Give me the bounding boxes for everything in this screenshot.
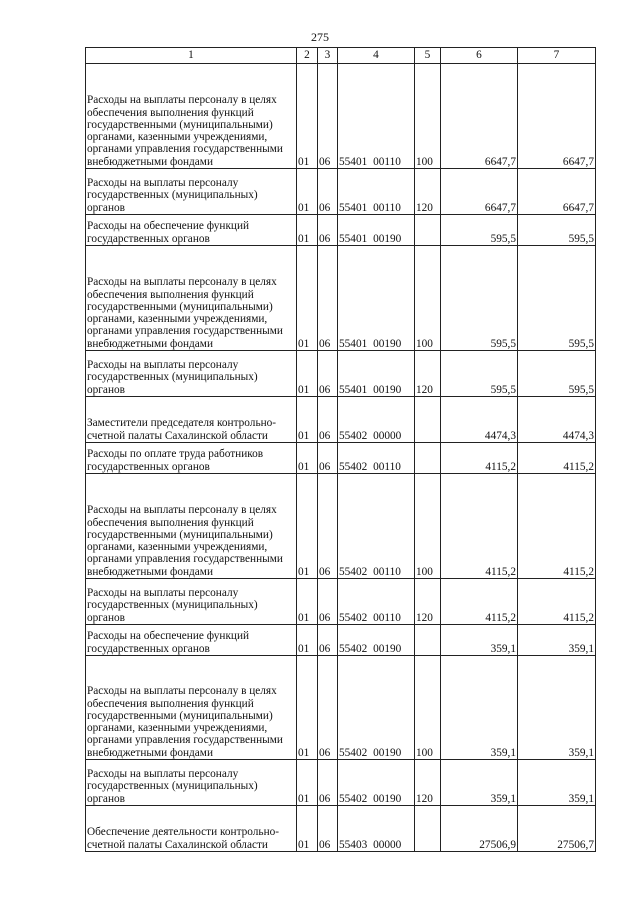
row-section: 01 — [297, 397, 318, 443]
row-amount-6: 359,1 — [441, 625, 518, 656]
row-target-article: 55402 00110 — [338, 579, 415, 625]
row-subsection: 06 — [318, 351, 338, 397]
row-section: 01 — [297, 760, 318, 806]
row-expense-type — [415, 443, 441, 474]
row-target-article: 55401 00190 — [338, 246, 415, 351]
row-amount-7: 595,5 — [518, 246, 596, 351]
row-subsection: 06 — [318, 169, 338, 215]
header-cell-2: 2 — [297, 48, 318, 64]
row-target-article: 55402 00190 — [338, 656, 415, 760]
table-row — [86, 443, 596, 474]
header-cell-7: 7 — [518, 48, 596, 64]
row-section: 01 — [297, 169, 318, 215]
row-subsection: 06 — [318, 443, 338, 474]
row-subsection: 06 — [318, 474, 338, 579]
row-target-article: 55401 00190 — [338, 351, 415, 397]
row-section: 01 — [297, 246, 318, 351]
row-amount-6: 359,1 — [441, 656, 518, 760]
row-expense-type: 120 — [415, 169, 441, 215]
header-cell-6: 6 — [441, 48, 518, 64]
row-amount-7: 359,1 — [518, 656, 596, 760]
row-name: Расходы на выплаты персоналу в целях обеспечения выполнения функций государственными (муниципальными) органами, казенными учреждениями, органами управления государственными внебюджетными фондами — [86, 656, 297, 760]
row-amount-7: 359,1 — [518, 760, 596, 806]
row-subsection: 06 — [318, 215, 338, 246]
row-name: Расходы на выплаты персоналу в целях обеспечения выполнения функций государственными (муниципальными) органами, казенными учреждениями, органами управления государственными внебюджетными фондами — [86, 246, 297, 351]
row-name: Расходы на обеспечение функций государственных органов — [86, 625, 297, 656]
row-expense-type: 100 — [415, 246, 441, 351]
header-cell-4: 4 — [338, 48, 415, 64]
row-subsection: 06 — [318, 579, 338, 625]
row-amount-7: 4115,2 — [518, 443, 596, 474]
table-row — [86, 169, 596, 215]
row-section: 01 — [297, 443, 318, 474]
row-target-article: 55403 00000 — [338, 806, 415, 852]
row-name: Расходы на обеспечение функций государственных органов — [86, 215, 297, 246]
row-amount-7: 6647,7 — [518, 64, 596, 169]
row-name: Расходы на выплаты персоналу государственных (муниципальных) органов — [86, 579, 297, 625]
row-target-article: 55402 00000 — [338, 397, 415, 443]
row-amount-6: 359,1 — [441, 760, 518, 806]
row-section: 01 — [297, 351, 318, 397]
table-row — [86, 579, 596, 625]
row-expense-type: 120 — [415, 760, 441, 806]
row-subsection: 06 — [318, 246, 338, 351]
row-target-article: 55402 00190 — [338, 760, 415, 806]
row-amount-6: 4115,2 — [441, 579, 518, 625]
row-amount-7: 359,1 — [518, 625, 596, 656]
row-section: 01 — [297, 215, 318, 246]
page-number: 275 — [311, 30, 329, 44]
row-section: 01 — [297, 64, 318, 169]
row-name: Обеспечение деятельности контрольно-счетной палаты Сахалинской области — [86, 806, 297, 852]
row-amount-7: 595,5 — [518, 215, 596, 246]
row-target-article: 55402 00190 — [338, 625, 415, 656]
row-target-article: 55401 00190 — [338, 215, 415, 246]
row-amount-6: 4115,2 — [441, 443, 518, 474]
row-amount-6: 4474,3 — [441, 397, 518, 443]
budget-table — [85, 47, 596, 852]
row-expense-type — [415, 806, 441, 852]
row-amount-6: 595,5 — [441, 215, 518, 246]
row-amount-7: 4115,2 — [518, 474, 596, 579]
table-row — [86, 806, 596, 852]
row-section: 01 — [297, 579, 318, 625]
table-row — [86, 625, 596, 656]
row-expense-type: 100 — [415, 474, 441, 579]
table-row — [86, 246, 596, 351]
row-target-article: 55401 00110 — [338, 169, 415, 215]
row-name: Расходы на выплаты персоналу в целях обеспечения выполнения функций государственными (муниципальными) органами, казенными учреждениями, органами управления государственными внебюджетными фондами — [86, 64, 297, 169]
row-subsection: 06 — [318, 656, 338, 760]
row-expense-type — [415, 215, 441, 246]
row-amount-6: 595,5 — [441, 246, 518, 351]
row-subsection: 06 — [318, 64, 338, 169]
row-expense-type: 120 — [415, 351, 441, 397]
row-target-article: 55402 00110 — [338, 443, 415, 474]
row-amount-6: 27506,9 — [441, 806, 518, 852]
row-name: Расходы по оплате труда работников государственных органов — [86, 443, 297, 474]
row-amount-6: 6647,7 — [441, 64, 518, 169]
row-expense-type — [415, 625, 441, 656]
row-amount-7: 595,5 — [518, 351, 596, 397]
row-subsection: 06 — [318, 760, 338, 806]
row-amount-7: 4115,2 — [518, 579, 596, 625]
table-row — [86, 64, 596, 169]
row-amount-7: 4474,3 — [518, 397, 596, 443]
header-cell-5: 5 — [415, 48, 441, 64]
row-subsection: 06 — [318, 625, 338, 656]
row-subsection: 06 — [318, 806, 338, 852]
row-section: 01 — [297, 656, 318, 760]
row-expense-type: 120 — [415, 579, 441, 625]
row-target-article: 55401 00110 — [338, 64, 415, 169]
row-subsection: 06 — [318, 397, 338, 443]
row-name: Расходы на выплаты персоналу государственных (муниципальных) органов — [86, 169, 297, 215]
row-expense-type: 100 — [415, 656, 441, 760]
row-amount-7: 6647,7 — [518, 169, 596, 215]
row-name: Расходы на выплаты персоналу государственных (муниципальных) органов — [86, 351, 297, 397]
row-section: 01 — [297, 474, 318, 579]
header-cell-3: 3 — [318, 48, 338, 64]
row-name: Расходы на выплаты персоналу государственных (муниципальных) органов — [86, 760, 297, 806]
row-target-article: 55402 00110 — [338, 474, 415, 579]
row-expense-type: 100 — [415, 64, 441, 169]
row-amount-6: 595,5 — [441, 351, 518, 397]
row-amount-7: 27506,7 — [518, 806, 596, 852]
table-row — [86, 351, 596, 397]
header-row — [86, 48, 596, 64]
table-row — [86, 656, 596, 760]
row-expense-type — [415, 397, 441, 443]
row-amount-6: 4115,2 — [441, 474, 518, 579]
row-section: 01 — [297, 806, 318, 852]
row-name: Заместители председателя контрольно-счетной палаты Сахалинской области — [86, 397, 297, 443]
row-section: 01 — [297, 625, 318, 656]
table-row — [86, 397, 596, 443]
row-amount-6: 6647,7 — [441, 169, 518, 215]
table-row — [86, 474, 596, 579]
table-row — [86, 215, 596, 246]
header-cell-1: 1 — [86, 48, 297, 64]
table-row — [86, 760, 596, 806]
row-name: Расходы на выплаты персоналу в целях обеспечения выполнения функций государственными (муниципальными) органами, казенными учреждениями, органами управления государственными внебюджетными фондами — [86, 474, 297, 579]
